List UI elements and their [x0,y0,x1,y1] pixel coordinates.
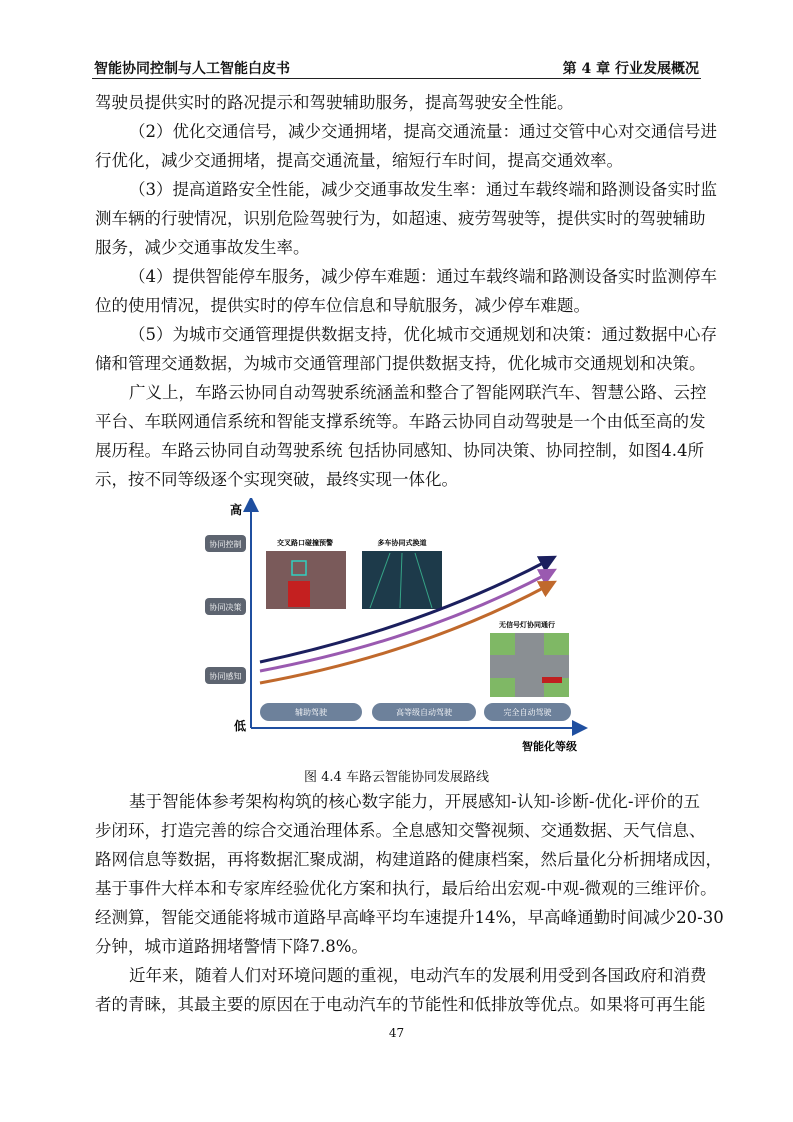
y-low-label: 低 [234,719,247,733]
y-high-label: 高 [230,503,243,517]
page-number: 47 [388,1026,405,1040]
text-line: （4）提供智能停车服务，减少停车难题：通过车载终端和路测设备实时监测停车 [129,267,717,286]
svg-text:协同决策: 协同决策 [209,603,242,612]
svg-text:高等级自动驾驶: 高等级自动驾驶 [396,708,452,717]
level-badge [205,667,246,684]
text-line: 平台、车联网通信系统和智能支撑系统等。车路云协同自动驾驶是一个由低至高的发 [95,412,706,431]
x-axis-label: 智能化等级 [522,740,577,753]
figure-caption: 图 4.4 车路云智能协同发展路线 [304,770,489,785]
text-line: （5）为城市交通管理提供数据支持，优化城市交通规划和决策：通过数据中心存 [129,325,717,344]
figure-roadmap [200,498,600,760]
text-line: （3）提高道路安全性能，减少交通事故发生率：通过车载终端和路测设备实时监 [129,180,717,199]
stage-pill [372,703,476,721]
text-line: 广义上，车路云协同自动驾驶系统涵盖和整合了智能网联汽车、智慧公路、云控 [129,383,707,402]
text-line: 者的青睐，其最主要的原因在于电动汽车的节能性和低排放等优点。如果将可再生能 [95,995,706,1014]
text-line: 示，按不同等级逐个实现突破，最终实现一体化。 [95,470,458,489]
book-title: 智能协同控制与人工智能白皮书 [94,61,290,77]
level-badge [205,598,246,615]
text-line: 基于智能体参考架构构筑的核心数字能力，开展感知-认知-诊断-优化-评价的五 [129,792,700,811]
text-line: 储和管理交通数据，为城市交通管理部门提供数据支持，优化城市交通规划和决策。 [95,354,706,373]
text-line: 测车辆的行驶情况，识别危险驾驶行为，如超速、疲劳驾驶等，提供实时的驾驶辅助 [95,209,706,228]
svg-text:完全自动驾驶: 完全自动驾驶 [503,708,552,717]
image-label: 交叉路口碰撞预警 [277,539,333,547]
stage-pill [260,703,362,721]
text-line: 位的使用情况，提供实时的停车位信息和导航服务，减少停车难题。 [95,296,590,315]
text-line: 驾驶员提供实时的路况提示和驾驶辅助服务，提高驾驶安全性能。 [95,93,574,112]
text-line: （2）优化交通信号，减少交通拥堵，提高交通流量：通过交管中心对交通信号进 [129,122,717,141]
text-line: 经测算，智能交通能将城市道路早高峰平均车速提升14%，早高峰通勤时间减少20-30 [95,908,724,927]
text-line: 路网信息等数据，再将数据汇聚成湖，构建道路的健康档案，然后量化分析拥堵成因， [95,850,722,869]
running-header [92,56,701,79]
text-line: 分钟，城市道路拥堵警情下降7.8%。 [95,937,368,956]
text-line: 步闭环，打造完善的综合交通治理体系。全息感知交警视频、交通数据、天气信息、 [95,821,706,840]
image-label: 多车协同式换道 [377,539,427,547]
text-line: 基于事件大样本和专家库经验优化方案和执行，最后给出宏观-中观-微观的三维评价。 [95,879,717,898]
svg-text:协同感知: 协同感知 [209,672,242,681]
stage-pill [484,703,571,721]
text-line: 服务，减少交通事故发生率。 [95,238,310,257]
text-line: 展历程。车路云协同自动驾驶系统 包括协同感知、协同决策、协同控制，如图4.4所 [95,441,704,460]
text-line: 行优化，减少交通拥堵，提高交通流量，缩短行车时间，提高交通效率。 [95,151,623,170]
image-label: 无信号灯协同通行 [499,621,555,629]
chapter-title: 第 4 章 行业发展概况 [562,61,699,77]
svg-text:协同控制: 协同控制 [209,540,242,549]
svg-text:辅助驾驶: 辅助驾驶 [295,708,327,717]
level-badge [205,535,246,552]
text-line: 近年来，随着人们对环境问题的重视，电动汽车的发展利用受到各国政府和消费 [129,966,707,985]
